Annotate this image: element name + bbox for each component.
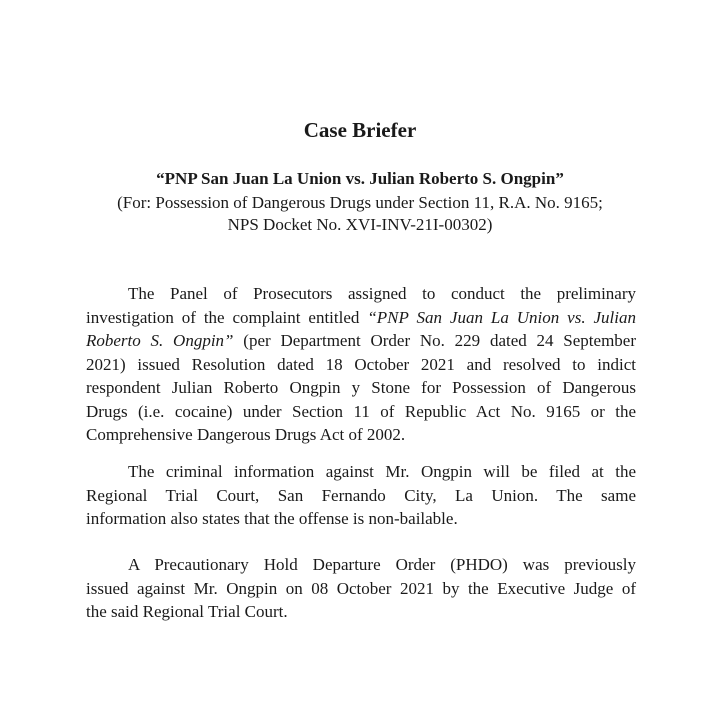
paragraph-line bbox=[86, 306, 636, 330]
paragraph-line: issued against Mr. Ongpin on 08 October 2021 by the Executive Judge of bbox=[86, 578, 636, 598]
case-name: “PNP San Juan La Union vs. Julian Roberto S. Ongpin” bbox=[156, 169, 564, 188]
paragraph-text: (per Department Order No. 229 dated 24 September bbox=[233, 331, 637, 350]
paragraph-line: respondent Julian Roberto Ongpin y Stone for Possession of Dangerous bbox=[86, 378, 636, 397]
paragraph-filing bbox=[86, 460, 636, 531]
paragraph-line: information also states that the offense is non-bailable. bbox=[86, 509, 458, 528]
paragraph-line: Drugs (i.e. cocaine) under Section 11 of Republic Act No. 9165 or the bbox=[86, 401, 636, 421]
paragraph-resolution bbox=[86, 282, 636, 447]
paragraph-line bbox=[86, 329, 636, 353]
case-title-italic: “PNP San Juan La Union vs. Julian bbox=[367, 307, 637, 327]
paragraph-phdo bbox=[86, 553, 636, 624]
paragraph-line: The Panel of Prosecutors assigned to conduct the preliminary bbox=[128, 284, 636, 303]
paragraph-line: the said Regional Trial Court. bbox=[86, 602, 288, 621]
paragraph-line: The criminal information against Mr. Ongpin will be filed at the bbox=[128, 462, 636, 481]
case-details bbox=[0, 192, 720, 236]
paragraph-line: 2021) issued Resolution dated 18 October 2021 and resolved to indict bbox=[86, 354, 636, 374]
case-details-line: NPS Docket No. XVI-INV-21I-00302) bbox=[227, 215, 493, 234]
case-details-line: (For: Possession of Dangerous Drugs under Section 11, R.A. No. 9165; bbox=[117, 193, 603, 212]
case-title-italic: Roberto S. Ongpin” bbox=[86, 331, 234, 350]
paragraph-line: Regional Trial Court, San Fernando City, La Union. The same bbox=[86, 485, 636, 505]
paragraph-line: Comprehensive Dangerous Drugs Act of 2002. bbox=[86, 425, 406, 444]
document-title: Case Briefer bbox=[303, 118, 417, 142]
paragraph-line: A Precautionary Hold Departure Order (PHDO) was previously bbox=[128, 555, 636, 574]
paragraph-text: investigation of the complaint entitled bbox=[86, 307, 368, 327]
